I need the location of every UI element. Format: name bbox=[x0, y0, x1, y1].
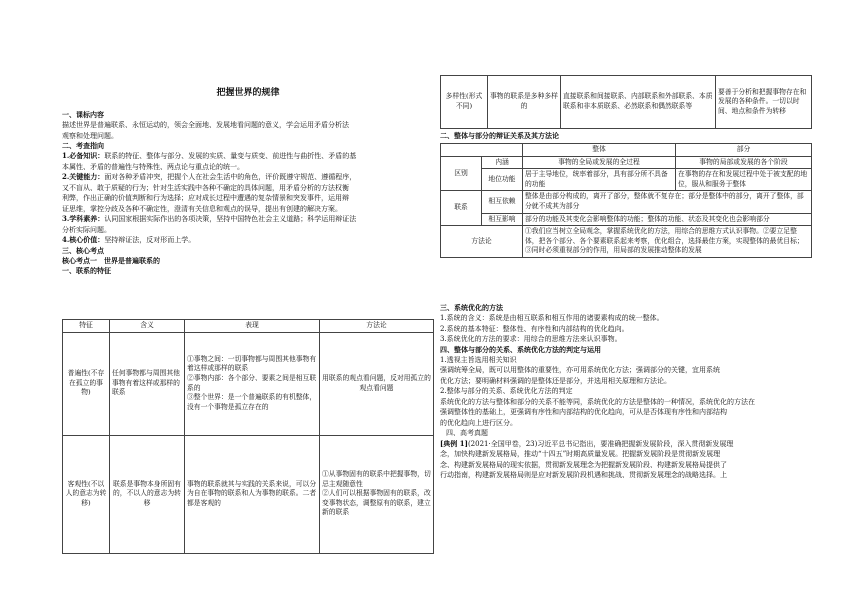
connection-features-table bbox=[62, 319, 434, 554]
core-point-title: 核心考点一 世界是普遍联系的 bbox=[62, 255, 160, 265]
judgement-line: 2.整体与部分的关系、系统优化方法的判定 bbox=[440, 387, 573, 395]
table-header: 整体 bbox=[523, 144, 676, 157]
table-cell: 居于主导地位，统率着部分，具有部分所不具备的功能 bbox=[523, 169, 676, 191]
focus-item-cont: 本属性、矛盾的普遍性与特殊性、两点论与重点论的统一。 bbox=[62, 162, 244, 171]
table-cell: 联系是事物本身所固有的，不以人的意志为转移 bbox=[110, 435, 185, 553]
table-cell: 相互影响 bbox=[482, 213, 523, 226]
connection-features-table-continued bbox=[440, 75, 812, 129]
table-header: 部分 bbox=[676, 144, 812, 157]
focus-item: 4.核心价值：坚持辩证法，反对形而上学。 bbox=[62, 235, 196, 244]
system-line: 2.系统的基本特征：整体性、有序性和内部结构的优化趋向。 bbox=[440, 324, 629, 333]
table-row bbox=[441, 226, 812, 258]
table-cell: 事物的联系是多种多样的 bbox=[488, 76, 561, 129]
judgement-line: 系统优化的方法与整体和部分的关系不能等同，系统优化的方法是整体的一种情况，系统优化的方法在 bbox=[440, 397, 755, 406]
table-row bbox=[441, 169, 812, 191]
section-heading-judgement: 四、整体与部分的关系、系统优化方法的判定与运用 bbox=[440, 344, 601, 354]
focus-item-cont: 分析实际问题。 bbox=[62, 225, 111, 234]
table-header: 表现 bbox=[185, 320, 320, 333]
table-cell: 区别 bbox=[441, 156, 482, 191]
table-header: 方法论 bbox=[320, 320, 434, 333]
example-line: 念、构建新发展格局的现实依据，贯彻新发展理念为把握新发展阶段、构建新发展格局提供了 bbox=[440, 460, 727, 469]
table-row bbox=[441, 76, 812, 129]
table-cell: 普遍性(不存在孤立的事物) bbox=[63, 332, 110, 435]
table-cell: 要善于分析和把握事物存在和发展的各种条件。一切以时间、地点和条件为转移 bbox=[716, 76, 812, 129]
whole-part-table bbox=[440, 143, 812, 258]
table-cell: ①事物之间：一切事物都与周围其他事物有着这样或那样的联系 ②事物内部：各个部分、要素之间是相互联系的 ③整个世界：是一个普遍联系的有机整体，没有一个事物是孤立存在的 bbox=[185, 332, 320, 435]
focus-item: 3.学科素养：认同国家根据实际作出的各项决策，坚持中国特色社会主义道路；科学运用辩证法 bbox=[62, 214, 357, 223]
judgement-line: 强调统筹全局，既可以用整体的重要性，亦可用系统优化方法；强调部分的关键，宜用系统 bbox=[440, 366, 720, 374]
system-line: 3.系统优化的方法的要求：用综合的思维方法来认识事物。 bbox=[440, 335, 622, 343]
section-heading-focus: 二、考查指向 bbox=[62, 141, 104, 150]
example-line: 行动指南，构建新发展格局则是应对新发展阶段机遇和挑战、贯彻新发展理念的战略选择。上 bbox=[440, 471, 727, 479]
focus-item: 2.关键能力：面对各种矛盾冲突，把握个人在社会生活中的角色，评价既遵守规范、遵循程序， bbox=[62, 172, 357, 181]
judgement-line: 强调整体性的基础上，更强调有序性和内部结构的优化趋向，可从是否体现有序性和内部结构 bbox=[440, 408, 727, 416]
section-heading-standards: 一、课标内容 bbox=[62, 110, 104, 119]
table-cell: 在事物的存在和发展过程中处于被支配的地位，服从和服务于整体 bbox=[676, 169, 812, 191]
table-cell: 部分的功能及其变化会影响整体的功能；整体的功能、状态及其变化也会影响部分 bbox=[523, 213, 812, 226]
table-cell: 任何事物都与周围其他事物有着这样或那样的联系 bbox=[110, 332, 185, 435]
table-cell: 方法论 bbox=[441, 226, 523, 258]
focus-item-cont: 利弊，作出正确的价值判断和行为选择；应对成长过程中遭遇的复杂情景和突发事件，运用辩 bbox=[62, 194, 349, 202]
standards-line: 观察和处理问题。 bbox=[62, 131, 118, 140]
system-line: 1.系统的含义：系统是由相互联系和相互作用的诸要素构成的统一整体。 bbox=[440, 314, 664, 322]
table-cell: 直接联系和间接联系、内部联系和外部联系、本质联系和非本质联系、必然联系和偶然联系等 bbox=[561, 76, 716, 129]
table-row bbox=[63, 332, 434, 435]
table-cell: 联系 bbox=[441, 191, 482, 226]
table-header: 含义 bbox=[110, 320, 185, 333]
table-cell: ①我们应当树立全局观念，掌握系统优化的方法，用综合的思维方式认识事物。②要立足整体，把各个部分、各个要素联系起来考察，优化组合，选择最佳方案，实现整体的最优目标；③同时必须重视部分的作用，用局部的发展推动整体的发展 bbox=[523, 226, 812, 258]
judgement-line: 的优化趋向上进行区分。 bbox=[440, 418, 517, 427]
table-header-row bbox=[441, 144, 812, 157]
section-heading-whole-part: 二、整体与部分的辩证关系及其方法论 bbox=[440, 131, 559, 140]
section-heading-system: 三、系统优化的方法 bbox=[440, 303, 503, 312]
focus-item-cont: 证思维，掌控分歧及各种不确定性，澄清有关信息和观点的误导，提出有创建的解决方案。 bbox=[62, 204, 342, 213]
table-header: 特征 bbox=[63, 320, 110, 333]
table-cell: 事物的联系就其与实践的关系来说，可以分为自在事物的联系和人为事物的联系。二者都是客观的 bbox=[185, 435, 320, 553]
table-cell: 地位功能 bbox=[482, 169, 523, 191]
table-cell: 事物的全局或发展的全过程 bbox=[523, 156, 676, 169]
section-heading-exam: 四、高考真题 bbox=[446, 429, 488, 437]
section-heading-core: 三、核心考点 bbox=[62, 245, 104, 255]
right-column-text bbox=[440, 303, 812, 481]
standards-line: 描述世界是普遍联系、永恒运动的，领会全面地、发展地看问题的意义，学会运用矛盾分析法 bbox=[62, 121, 349, 129]
focus-item: 1.必备知识：联系的特征、整体与部分、发展的实质、量变与质变、前进性与曲折性、矛盾的基 bbox=[62, 151, 357, 160]
table-row bbox=[441, 156, 812, 169]
left-column-text bbox=[62, 110, 434, 276]
table-cell: 整体是由部分构成的，离开了部分，整体就不复存在；部分是整体中的部分，离开了整体，部分就不成其为部分 bbox=[523, 191, 812, 213]
table-cell: 用联系的观点看问题，反对用孤立的观点看问题 bbox=[320, 332, 434, 435]
table-row bbox=[441, 213, 812, 226]
document-title: 把握世界的规律 bbox=[216, 88, 280, 98]
table-cell: 客观性(不以人的意志为转移) bbox=[63, 435, 110, 553]
example-line: 念，加快构建新发展格局，推动“十四五”时期高质量发展。把握新发展阶段是贯彻新发展理 bbox=[440, 450, 721, 458]
table-cell: ①从事物固有的联系中把握事物，切忌主观随意性 ②人们可以根据事物固有的联系，改变事物状态，调整原有的联系，建立新的联系 bbox=[320, 435, 434, 553]
judgement-line: 优化方法；要明确材料强调的是整体还是部分，并选用相关原理和方法论。 bbox=[440, 376, 671, 385]
table-cell: 内涵 bbox=[482, 156, 523, 169]
table-cell: 多样性(形式不同) bbox=[441, 76, 488, 129]
sub-heading-connection: 一、联系的特征 bbox=[62, 265, 111, 275]
judgement-line: 1.透视主旨选用相关知识 bbox=[440, 355, 517, 364]
table-cell: 事物的局部或发展的各个阶段 bbox=[676, 156, 812, 169]
table-header-row bbox=[63, 320, 434, 333]
example-line: [典例 1](2021·全国甲卷，23)习近平总书记指出，要准确把握新发展阶段，深入贯彻新发展理 bbox=[440, 438, 734, 448]
table-cell: 相互依赖 bbox=[482, 191, 523, 213]
table-row bbox=[63, 435, 434, 553]
table-row bbox=[441, 191, 812, 213]
focus-item-cont: 又不盲从、敢于质疑的行为；针对生活实践中各种不确定的具体问题，用矛盾分析的方法权衡 bbox=[62, 183, 349, 192]
